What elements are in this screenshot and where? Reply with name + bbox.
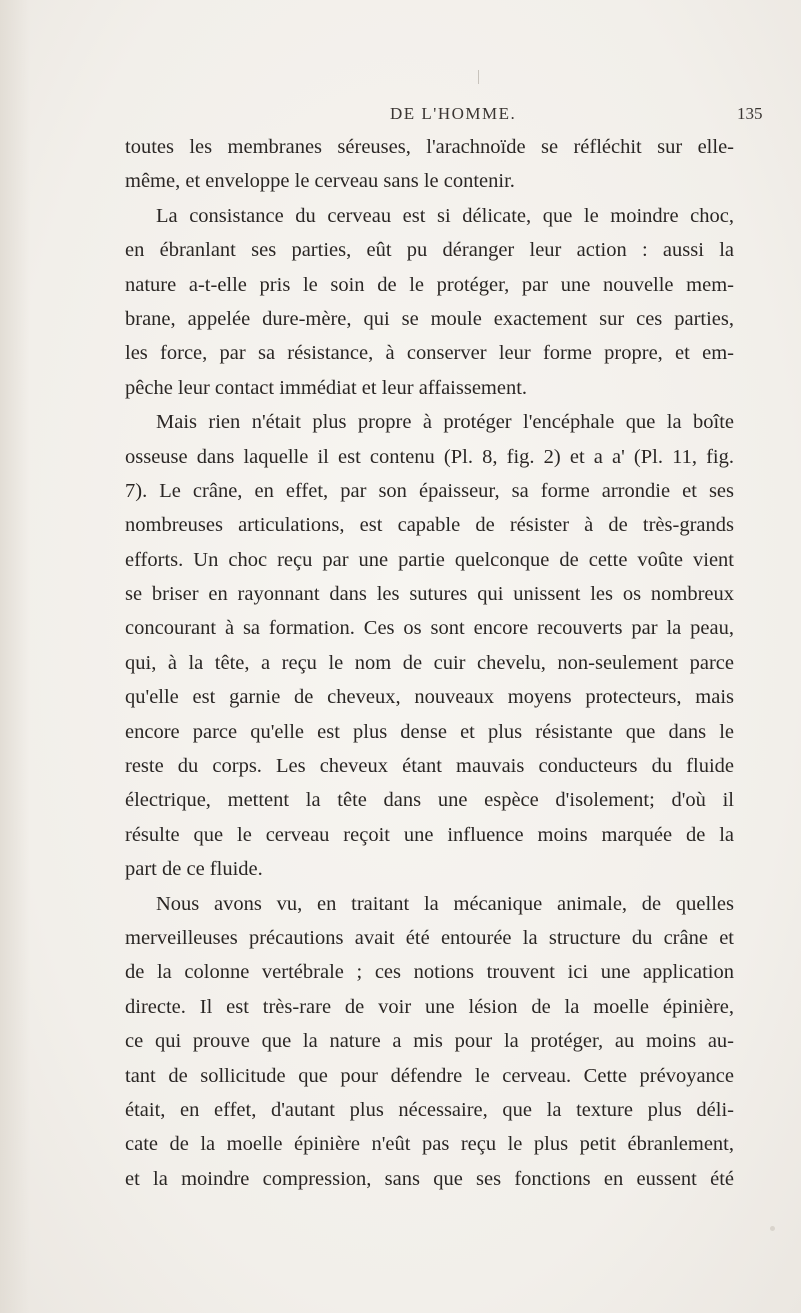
- running-head-title: DE L'HOMME.: [390, 104, 517, 123]
- text-line: et la moindre compression, sans que ses fonctions en eussent été: [125, 1167, 734, 1190]
- text-line: directe. Il est très-rare de voir une lésion de la moelle épinière,: [125, 995, 734, 1018]
- text-line: résulte que le cerveau reçoit une influence moins marquée de la: [125, 823, 734, 846]
- text-line: se briser en rayonnant dans les sutures qui unissent les os nombreux: [125, 583, 734, 606]
- text-line: qui, à la tête, a reçu le nom de cuir chevelu, non-seulement parce: [125, 651, 734, 674]
- text-line: qu'elle est garnie de cheveux, nouveaux moyens protecteurs, mais: [125, 686, 734, 709]
- body-text: [125, 130, 734, 1196]
- text-line: tant de sollicitude que pour défendre le cerveau. Cette prévoyance: [125, 1064, 734, 1087]
- text-line: encore parce qu'elle est plus dense et plus résistante que dans le: [125, 720, 734, 743]
- text-line: électrique, mettent la tête dans une espèce d'isolement; d'où il: [125, 789, 734, 812]
- text-line: reste du corps. Les cheveux étant mauvais conducteurs du fluide: [125, 755, 734, 778]
- text-line: efforts. Un choc reçu par une partie quelconque de cette voûte vient: [125, 548, 734, 571]
- text-line: Mais rien n'était plus propre à protéger l'encéphale que la boîte: [156, 411, 734, 434]
- text-line: brane, appelée dure-mère, qui se moule exactement sur ces parties,: [125, 307, 734, 330]
- page-gutter-shadow: [0, 0, 30, 1313]
- text-line: ce qui prouve que la nature a mis pour la protéger, au moins au-: [125, 1030, 734, 1053]
- text-line: nature a-t-elle pris le soin de le protéger, par une nouvelle mem-: [125, 273, 734, 296]
- text-line: cate de la moelle épinière n'eût pas reçu le plus petit ébranlement,: [125, 1133, 734, 1156]
- text-line: les force, par sa résistance, à conserver leur forme propre, et em-: [125, 342, 734, 365]
- text-line: toutes les membranes séreuses, l'arachnoïde se réfléchit sur elle-: [125, 136, 734, 158]
- page-number: 135: [737, 104, 763, 123]
- text-line: pêche leur contact immédiat et leur affaissement.: [125, 376, 528, 399]
- running-head: [0, 104, 801, 128]
- text-line: osseuse dans laquelle il est contenu (Pl. 8, fig. 2) et a a' (Pl. 11, fig.: [125, 445, 734, 468]
- text-line: même, et enveloppe le cerveau sans le contenir.: [125, 170, 515, 193]
- text-line: de la colonne vertébrale ; ces notions trouvent ici une application: [125, 961, 734, 984]
- text-line: Nous avons vu, en traitant la mécanique animale, de quelles: [156, 892, 734, 915]
- text-line: en ébranlant ses parties, eût pu déranger leur action : aussi la: [125, 239, 734, 262]
- text-line: part de ce fluide.: [125, 858, 263, 881]
- text-line: La consistance du cerveau est si délicate, que le moindre choc,: [156, 204, 734, 227]
- text-line: nombreuses articulations, est capable de résister à de très-grands: [125, 514, 734, 537]
- pencil-mark: [478, 70, 479, 84]
- text-line: concourant à sa formation. Ces os sont encore recouverts par la peau,: [125, 617, 734, 640]
- text-line: était, en effet, d'autant plus nécessaire, que la texture plus déli-: [125, 1098, 734, 1121]
- paper-spot: [770, 1226, 775, 1231]
- text-line: 7). Le crâne, en effet, par son épaisseur, sa forme arrondie et ses: [125, 479, 734, 502]
- text-line: merveilleuses précautions avait été entourée la structure du crâne et: [125, 926, 734, 949]
